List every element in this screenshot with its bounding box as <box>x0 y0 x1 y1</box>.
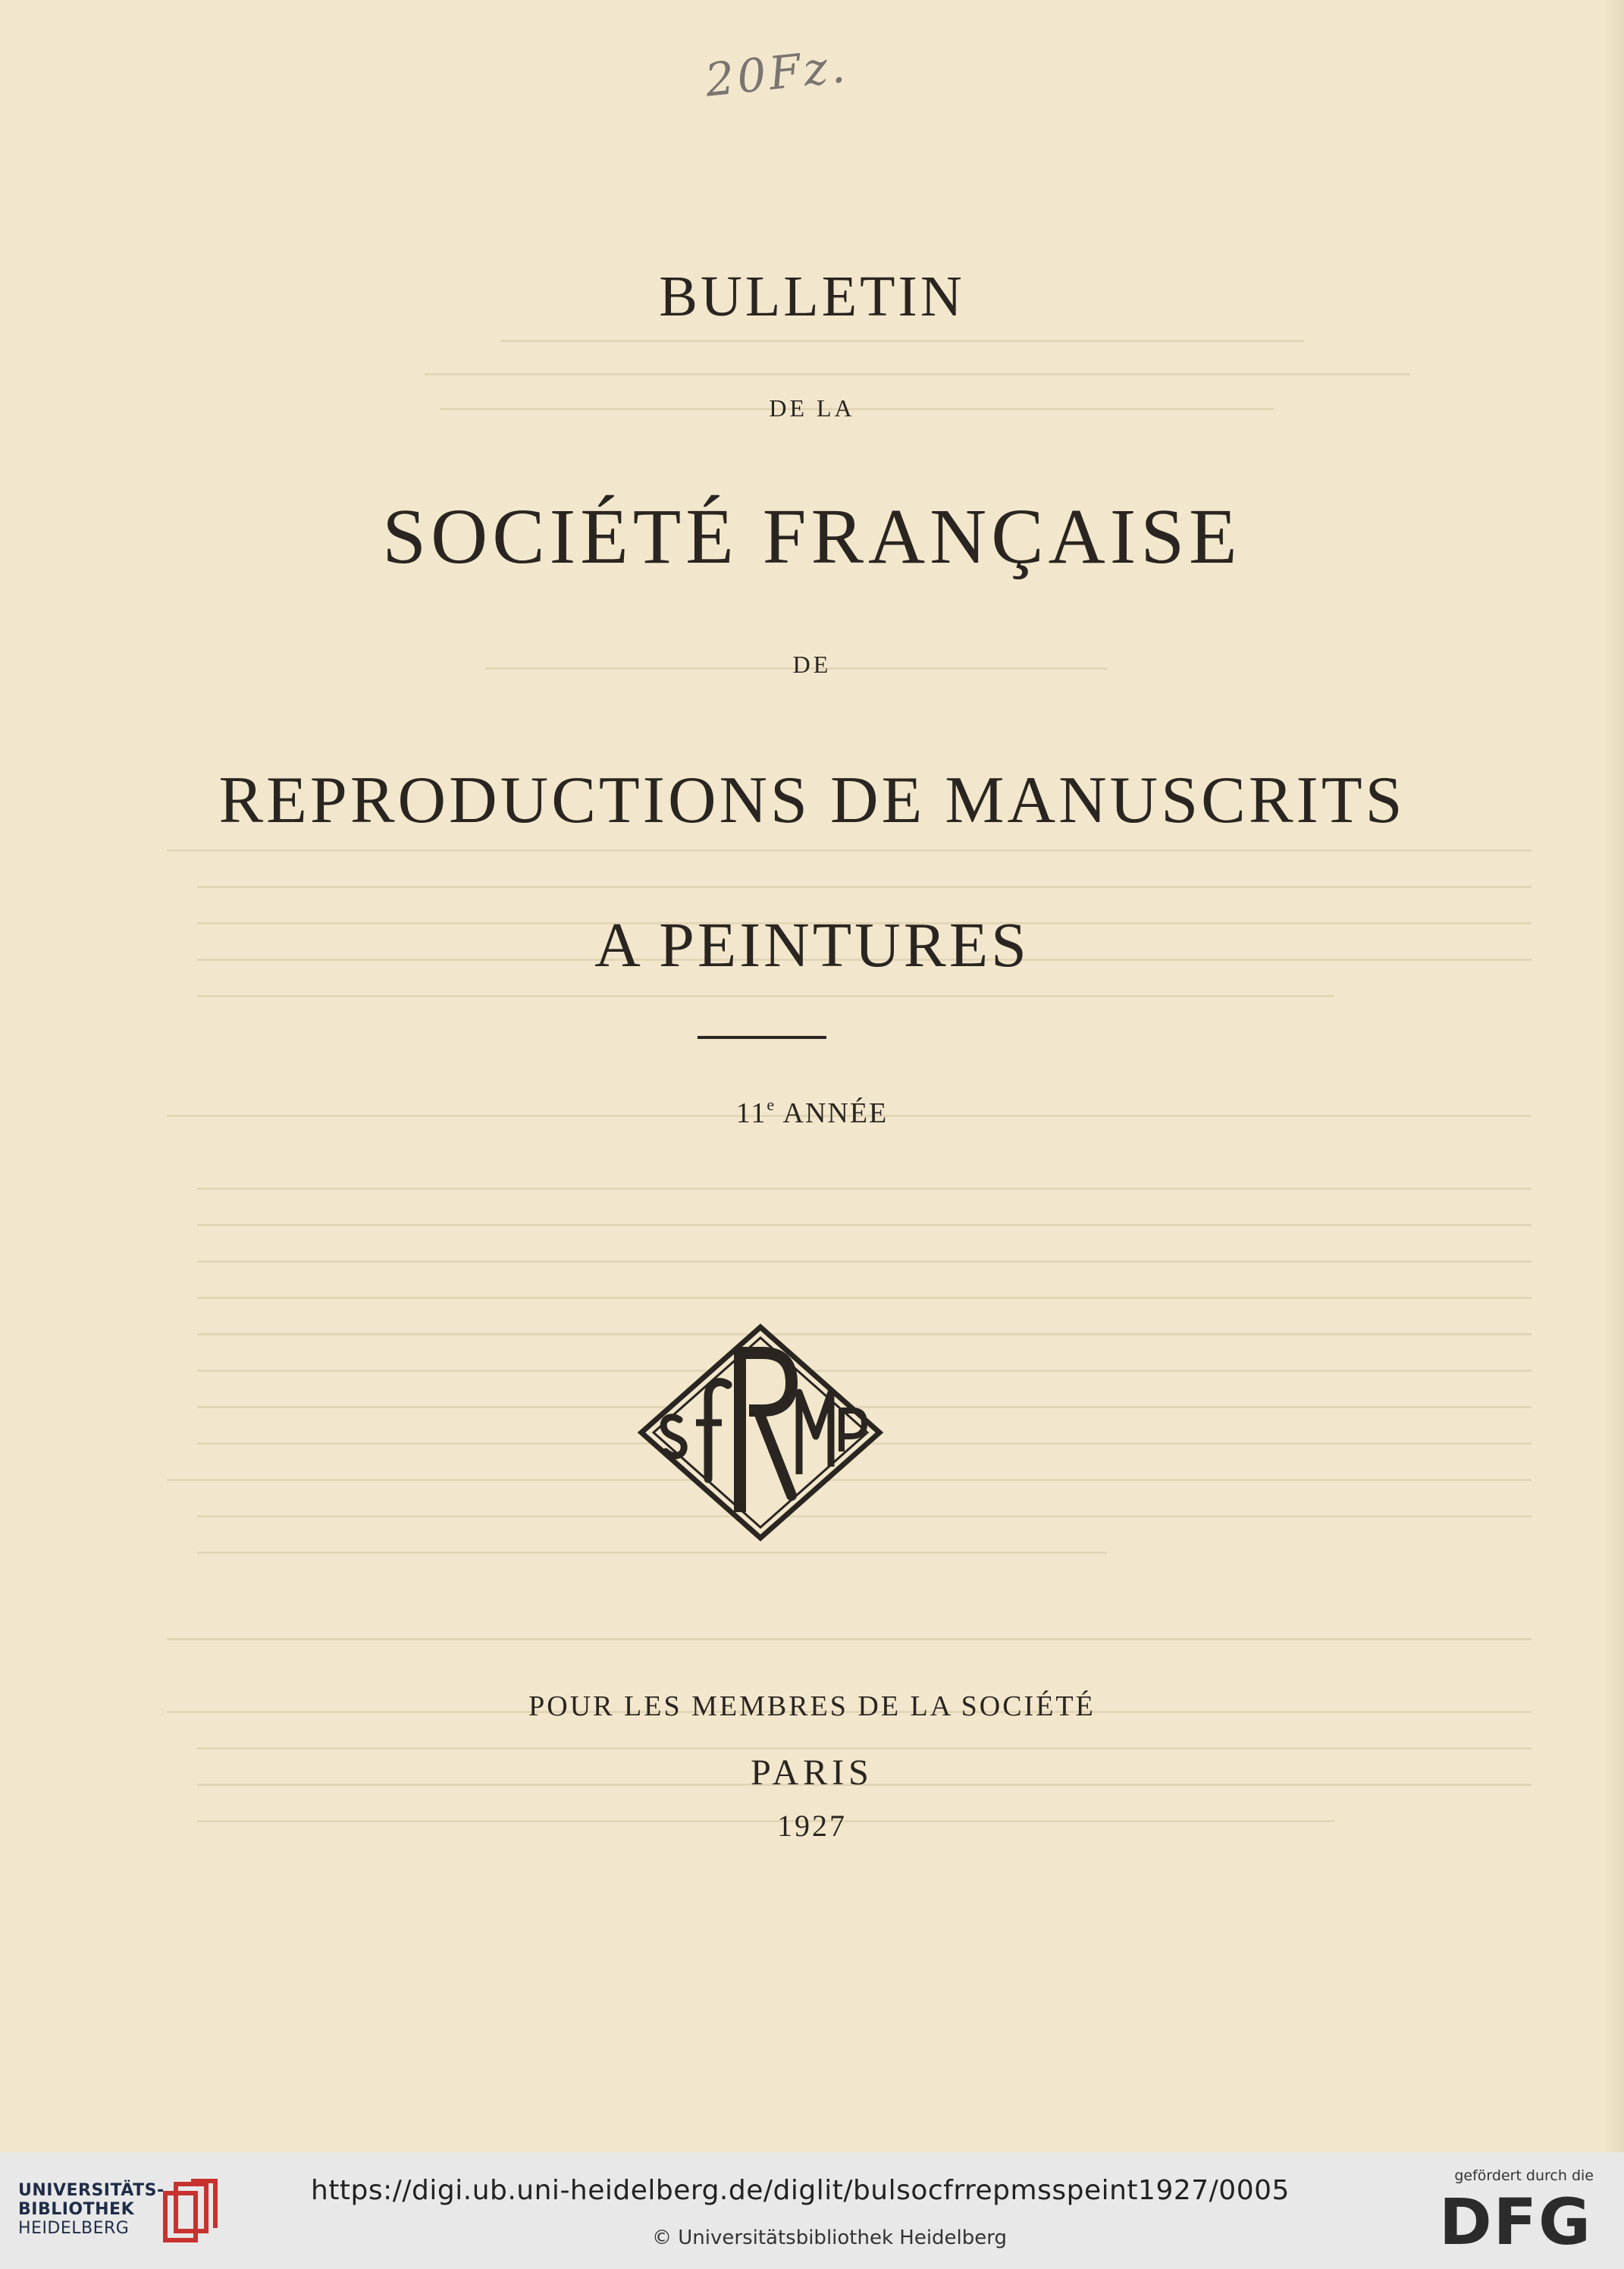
show-through-line <box>425 373 1410 375</box>
library-logo-text[interactable] <box>18 2181 165 2238</box>
title-bulletin: BULLETIN <box>659 265 965 328</box>
show-through-line <box>197 995 1334 997</box>
publication-year: 1927 <box>777 1809 847 1843</box>
title-societe-francaise: SOCIÉTÉ FRANÇAISE <box>382 493 1242 580</box>
copyright-notice: © Universitätsbibliothek Heidelberg <box>652 2227 1008 2249</box>
library-name-line1: UNIVERSITÄTS- <box>18 2181 165 2200</box>
edition-word: ANNÉE <box>782 1097 889 1129</box>
edition-sup: e <box>767 1095 776 1114</box>
edition-number: 11 <box>735 1097 767 1129</box>
dfg-logo[interactable]: DFG <box>1438 2185 1592 2259</box>
show-through-line <box>197 886 1532 888</box>
handwritten-shelfmark: 20Fz. <box>702 39 851 108</box>
publisher-line: POUR LES MEMBRES DE LA SOCIÉTÉ <box>528 1690 1096 1722</box>
show-through-line <box>197 1224 1532 1226</box>
show-through-line <box>197 1188 1532 1190</box>
edition-line <box>0 1095 1624 1130</box>
library-name-line2: BIBLIOTHEK <box>18 2200 135 2219</box>
title-reproductions: REPRODUCTIONS DE MANUSCRITS <box>218 764 1406 837</box>
funding-caption: gefördert durch die <box>1454 2167 1594 2184</box>
publication-city: PARIS <box>751 1753 873 1793</box>
show-through-line <box>197 1747 1532 1750</box>
show-through-line <box>197 1297 1532 1299</box>
library-logo-icon[interactable] <box>161 2175 221 2251</box>
title-de-la: DE LA <box>769 394 855 422</box>
title-a-peintures: A PEINTURES <box>594 910 1030 981</box>
sfrmp-monogram-logo <box>635 1323 886 1542</box>
permalink-url[interactable]: https://digi.ub.uni-heidelberg.de/diglit/bulsocfrrepmsspeint1927/0005 <box>311 2175 1290 2206</box>
show-through-line <box>197 1552 1107 1554</box>
show-through-line <box>500 340 1304 342</box>
viewer-footer <box>0 2152 1624 2269</box>
library-name-line3: HEIDELBERG <box>18 2219 130 2238</box>
title-de: DE <box>792 651 832 678</box>
show-through-line <box>167 849 1532 852</box>
show-through-line <box>197 1260 1532 1263</box>
title-rule <box>698 1036 826 1039</box>
show-through-line <box>167 1638 1532 1640</box>
